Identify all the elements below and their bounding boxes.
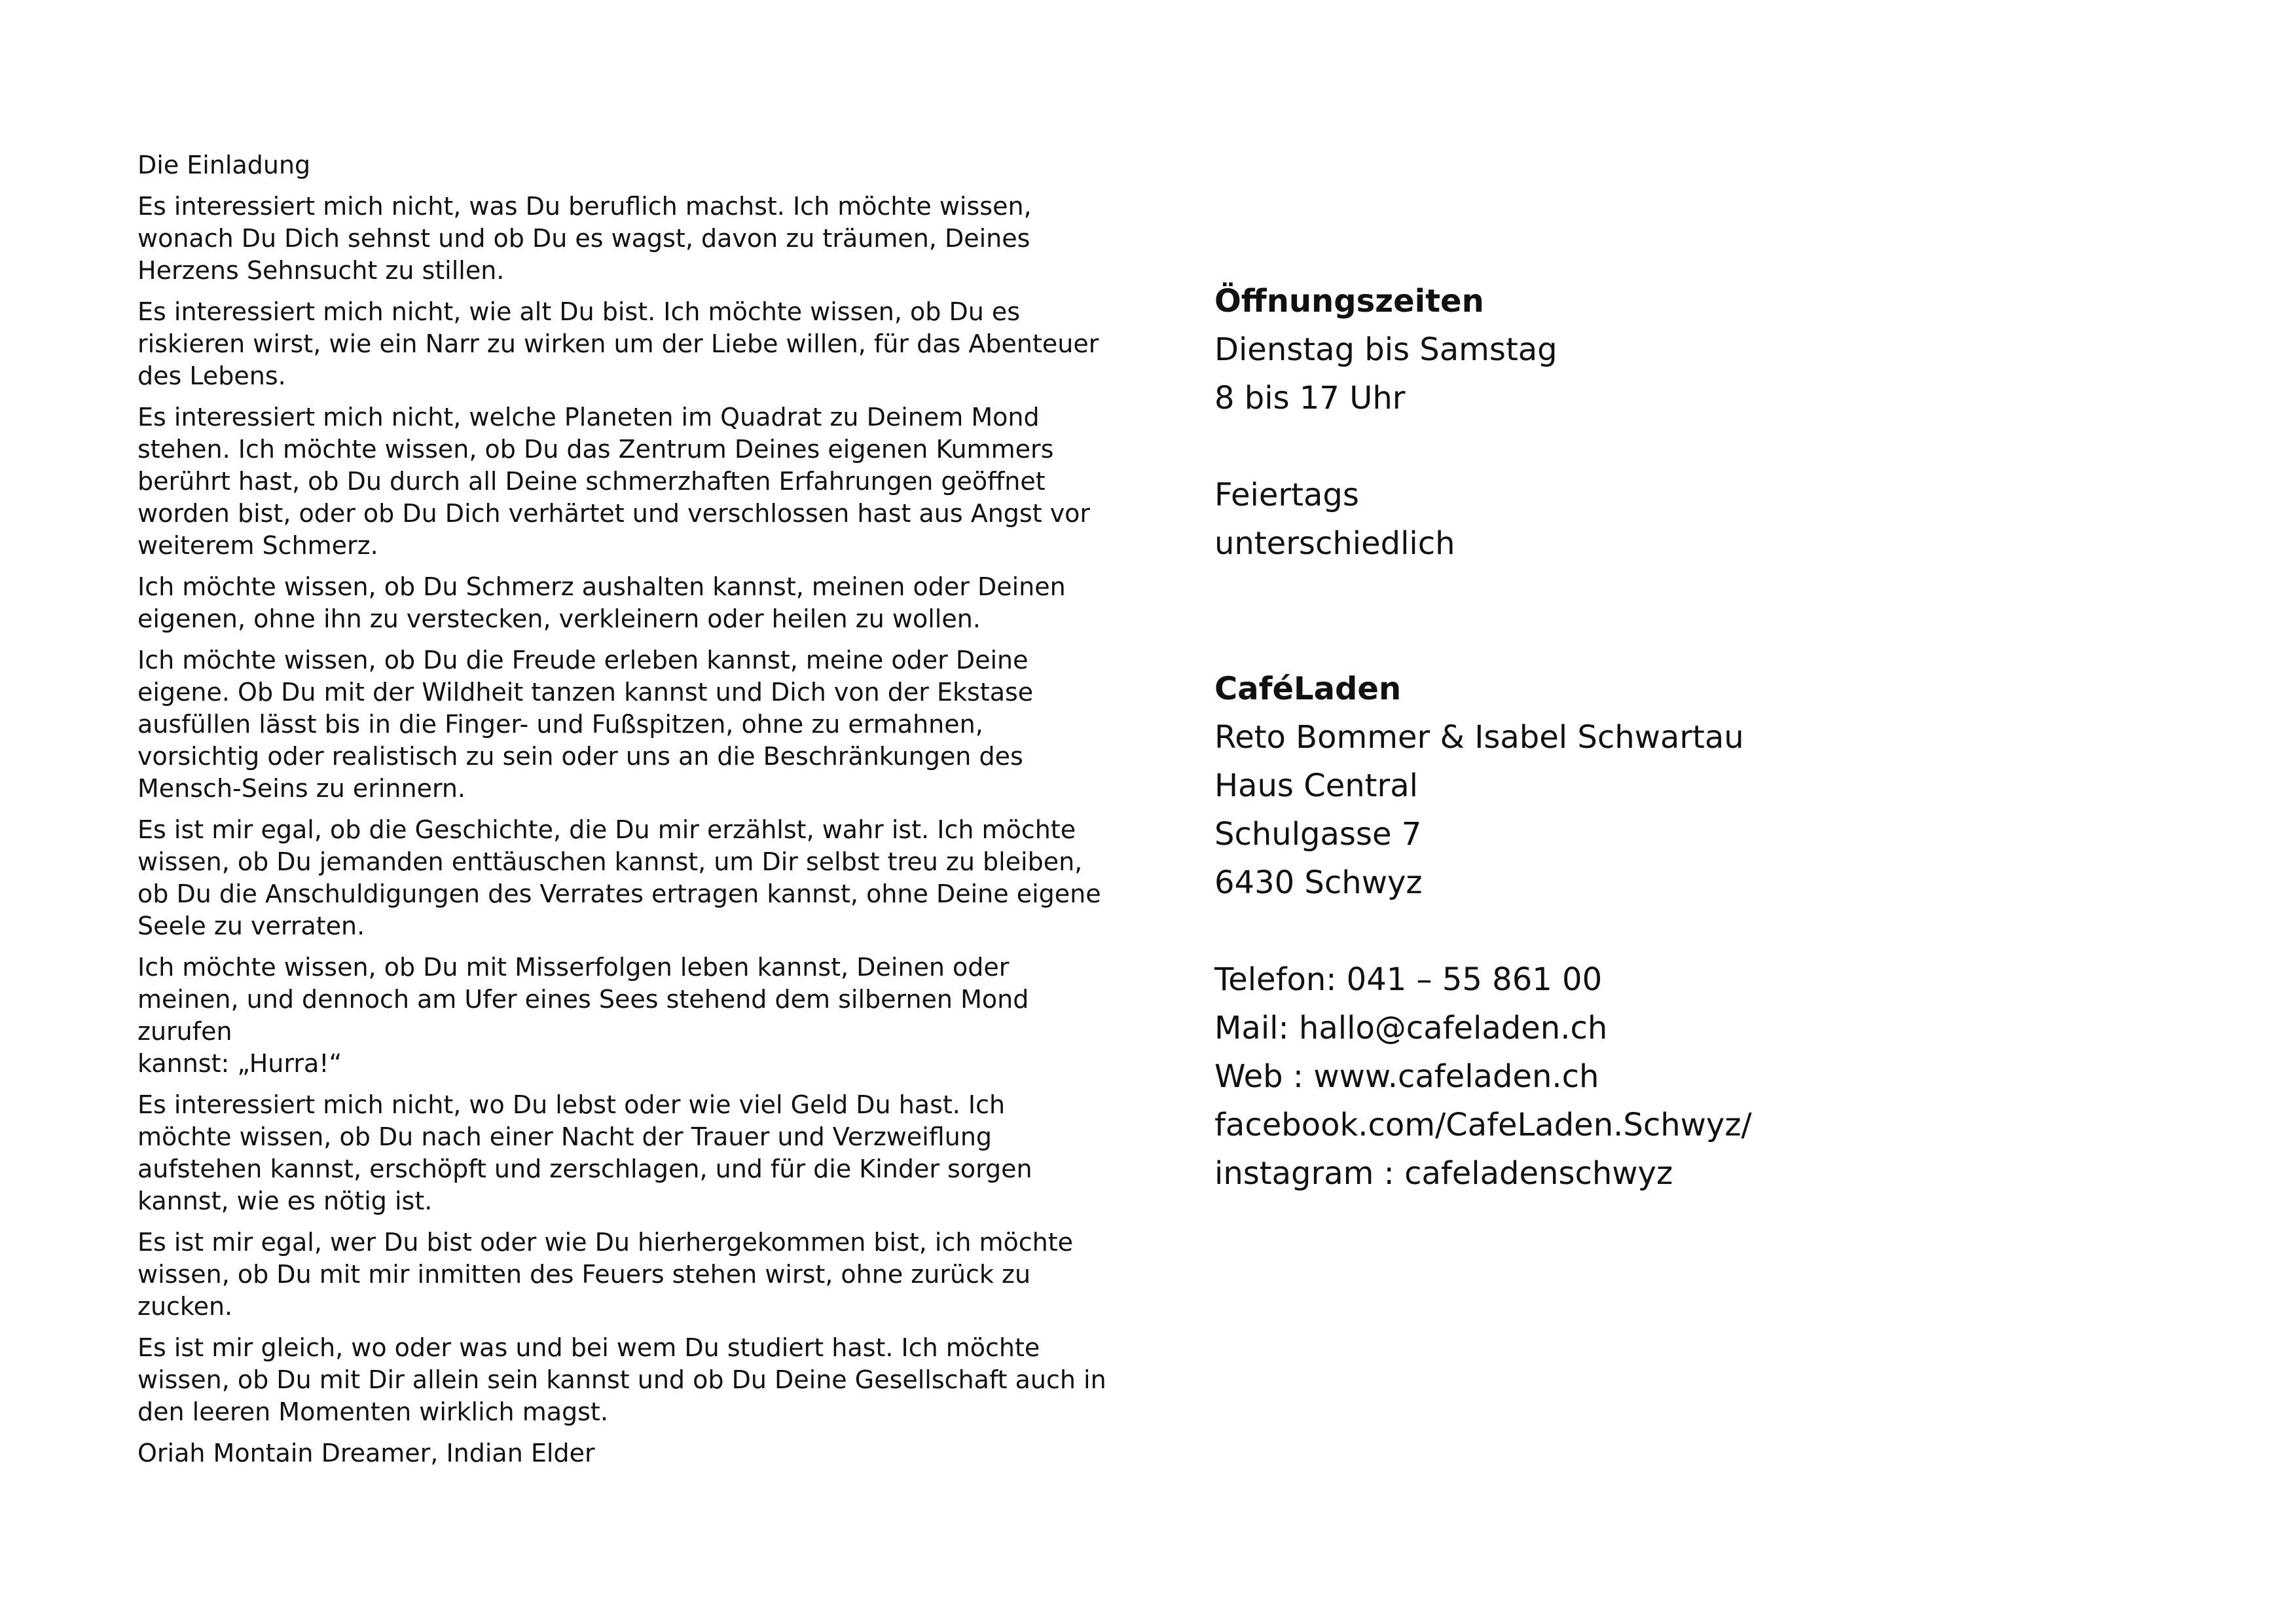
poem-author: Oriah Montain Dreamer, Indian Elder: [137, 1439, 595, 1467]
poem-paragraph: Ich möchte wissen, ob Du Schmerz aushalten kannst, meinen oder Deinen eigenen, ohne ihn zu verstecken, verkleinern oder heilen zu wollen.: [137, 572, 1066, 633]
holiday-label: Feiertags: [1214, 477, 1359, 513]
instagram-handle: instagram : cafeladenschwyz: [1214, 1155, 1673, 1192]
poem-column: [137, 149, 1106, 1479]
poem-paragraph-hurra: [137, 951, 1106, 1080]
building-name: Haus Central: [1214, 767, 1418, 804]
opening-days: Dienstag bis Samstag: [1214, 331, 1558, 368]
poem-paragraph: Es interessiert mich nicht, was Du beruflich machst. Ich möchte wissen, wonach Du Dich sehnst und ob Du es wagst, davon zu träumen, Deines Herzens Sehnsucht zu stillen.: [137, 192, 1032, 285]
poem-paragraph: Ich möchte wissen, ob Du die Freude erleben kannst, meine oder Deine eigene. Ob Du mit der Wildheit tanzen kannst und Dich von der Ekstase ausfüllen lässt bis in die Finger- und Fußspitzen, ohne zu ermahnen, vorsichtig oder realistisch zu sein oder uns an die Beschränkungen des Mensch-Seins zu erinnern.: [137, 646, 1034, 803]
poem-line: Ich möchte wissen, ob Du mit Misserfolgen leben kannst, Deinen oder meinen, und dennoch am Ufer eines Sees stehend dem silbernen Mond zurufen: [137, 953, 1029, 1046]
opening-hours-heading: Öffnungszeiten: [1214, 283, 1484, 320]
poem-line: kannst: „Hurra!“: [137, 1049, 342, 1078]
spacer: [1214, 422, 2066, 471]
spacer: [1214, 907, 2066, 955]
opening-time: 8 bis 17 Uhr: [1214, 380, 1406, 416]
owners: Reto Bommer & Isabel Schwartau: [1214, 719, 1744, 756]
poem-paragraph: Es ist mir egal, ob die Geschichte, die Du mir erzählst, wahr ist. Ich möchte wissen, ob Du jemanden enttäuschen kannst, um Dir selbst treu zu bleiben, ob Du die Anschuldigungen des Verrates ertragen kannst, ohne Deine eigene Seele zu verraten.: [137, 815, 1101, 940]
poem-paragraph: Es interessiert mich nicht, wie alt Du bist. Ich möchte wissen, ob Du es riskieren wirst, wie ein Narr zu wirken um der Liebe willen, für das Abenteuer des Lebens.: [137, 297, 1099, 390]
holiday-value: unterschiedlich: [1214, 525, 1455, 562]
email: Mail: hallo@cafeladen.ch: [1214, 1010, 1608, 1046]
poem-paragraph: Es interessiert mich nicht, wo Du lebst oder wie viel Geld Du hast. Ich möchte wissen, ob Du nach einer Nacht der Trauer und Verzweiflung aufstehen kannst, erschöpft und zerschlagen, und für die Kinder sorgen kannst, wie es nötig ist.: [137, 1090, 1032, 1215]
facebook-link: facebook.com/CafeLaden.Schwyz/: [1214, 1107, 1752, 1143]
spacer: [1214, 568, 2066, 665]
phone: Telefon: 041 – 55 861 00: [1214, 961, 1603, 998]
street-address: Schulgasse 7: [1214, 816, 1422, 853]
website: Web : www.cafeladen.ch: [1214, 1058, 1599, 1095]
poem-title: Die Einladung: [137, 151, 311, 179]
poem-paragraph: Es ist mir gleich, wo oder was und bei wem Du studiert hast. Ich möchte wissen, ob Du mit Dir allein sein kannst und ob Du Deine Gesellschaft auch in den leeren Momenten wirklich magst.: [137, 1333, 1106, 1426]
poem-paragraph: Es interessiert mich nicht, welche Planeten im Quadrat zu Deinem Mond stehen. Ich möchte wissen, ob Du das Zentrum Deines eigenen Kummers berührt hast, ob Du durch all Deine schmerzhaften Erfahrungen geöffnet worden bist, oder ob Du Dich verhärtet und verschlossen hast aus Angst vor weiterem Schmerz.: [137, 403, 1091, 560]
info-column: [1214, 277, 2066, 1198]
poem-paragraph: Es ist mir egal, wer Du bist oder wie Du hierhergekommen bist, ich möchte wissen, ob Du mit mir inmitten des Feuers stehen wirst, ohne zurück zu zucken.: [137, 1228, 1074, 1321]
city-address: 6430 Schwyz: [1214, 864, 1423, 901]
business-name: CaféLaden: [1214, 671, 1402, 707]
